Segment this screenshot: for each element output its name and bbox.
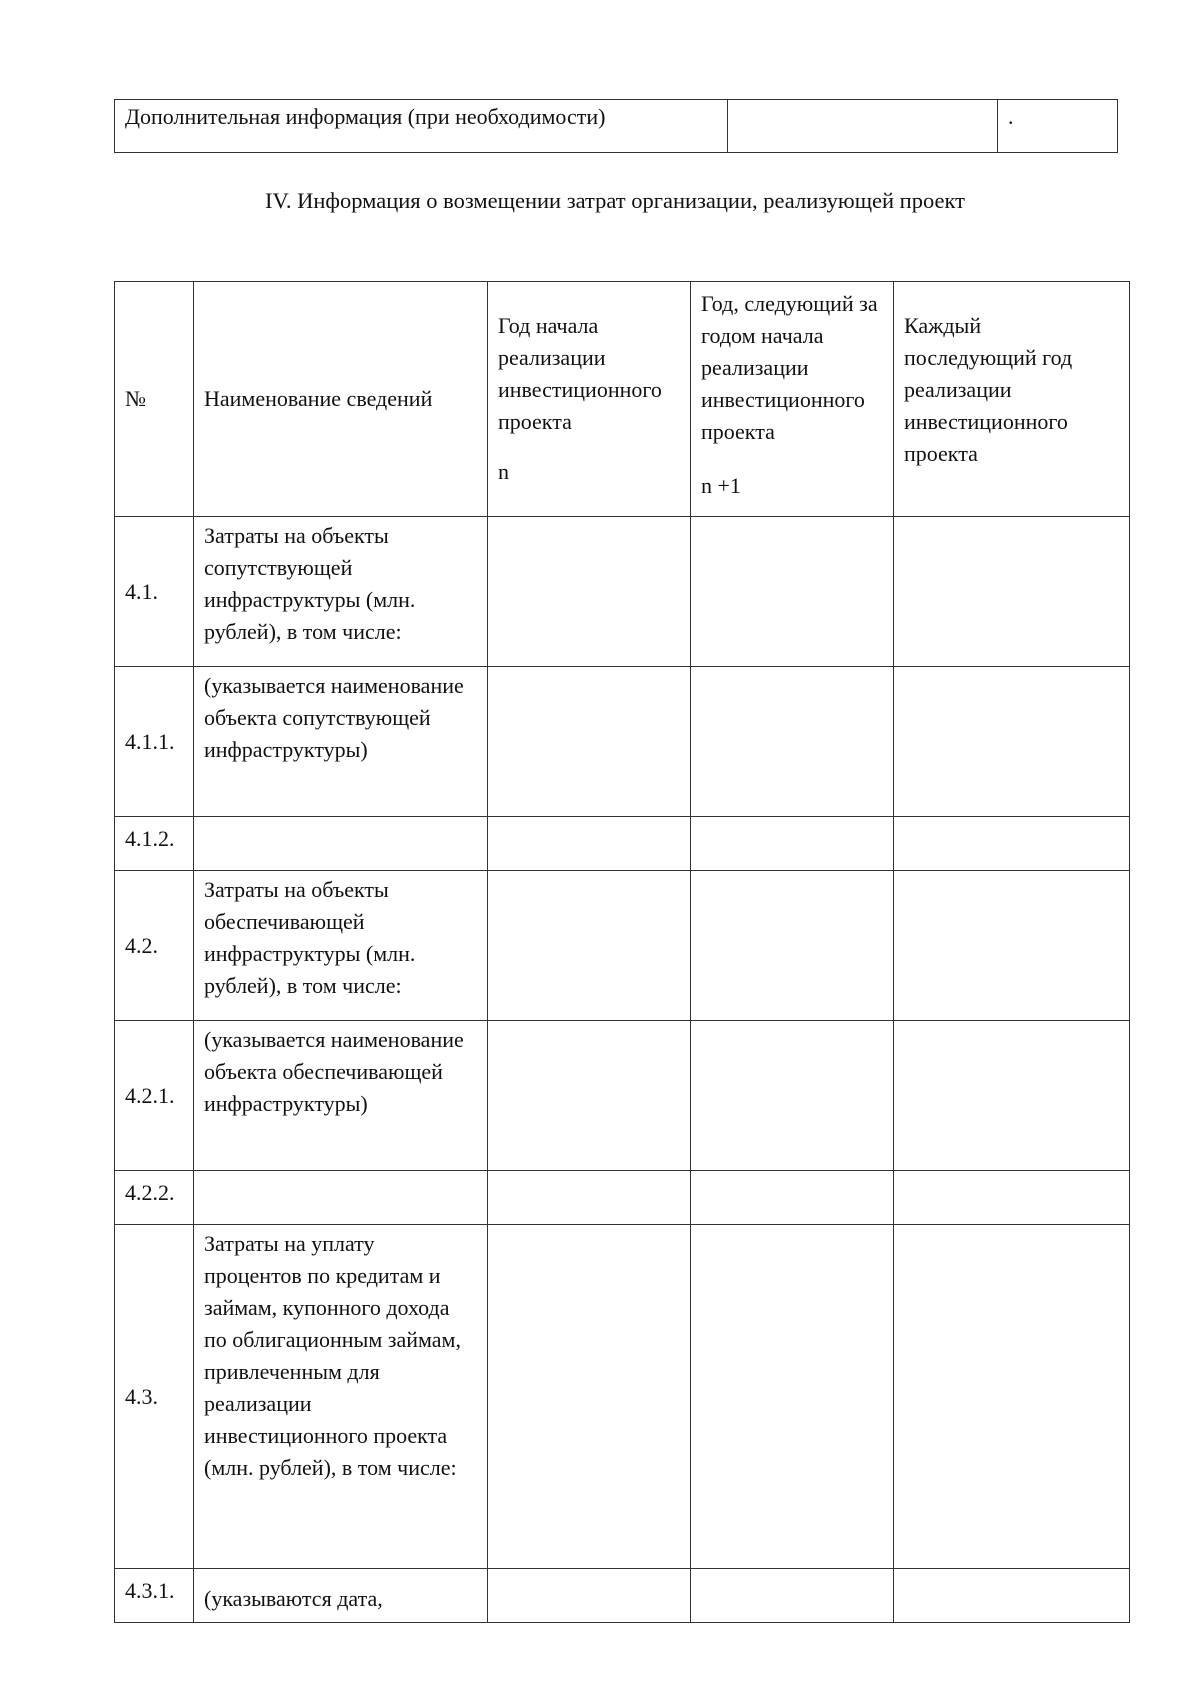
row-num: 4.1. xyxy=(115,517,194,667)
row-value-n xyxy=(488,871,691,1021)
table-row xyxy=(115,871,1130,1021)
row-value-next xyxy=(894,1171,1130,1225)
row-name xyxy=(194,817,488,871)
row-value-n1 xyxy=(691,1225,894,1569)
cost-reimbursement-table xyxy=(114,281,1130,1623)
row-name: Затраты на уплату процентов по кредитам и займам, купонного дохода по облигационным займам, привлеченным для реализации инвестиционного проекта (млн. рублей), в том числе: xyxy=(194,1225,488,1569)
row-value-next xyxy=(894,817,1130,871)
row-name: Затраты на объекты обеспечивающей инфраструктуры (млн. рублей), в том числе: xyxy=(194,871,488,1021)
row-num: 4.1.2. xyxy=(115,817,194,871)
table-row xyxy=(115,1171,1130,1225)
additional-info-label: Дополнительная информация (при необходимости) xyxy=(115,100,728,153)
table-row xyxy=(115,667,1130,817)
table-row xyxy=(115,817,1130,871)
table-header-row xyxy=(115,282,1130,517)
table-row xyxy=(115,1225,1130,1569)
row-value-next xyxy=(894,871,1130,1021)
header-year-n xyxy=(488,282,691,517)
row-value-next xyxy=(894,1569,1130,1623)
row-value-n xyxy=(488,667,691,817)
row-name: (указывается наименование объекта сопутствующей инфраструктуры) xyxy=(194,667,488,817)
header-year-n1 xyxy=(691,282,894,517)
row-value-n1 xyxy=(691,871,894,1021)
header-year-n-label: Год начала реализации инвестиционного проекта xyxy=(498,313,662,434)
table-row xyxy=(115,1021,1130,1171)
header-year-n1-marker: n +1 xyxy=(701,473,741,498)
header-each-next-year: Каждый последующий год реализации инвестиционного проекта xyxy=(894,282,1130,517)
row-num: 4.3. xyxy=(115,1225,194,1569)
header-year-n-marker: n xyxy=(498,459,509,484)
row-num: 4.1.1. xyxy=(115,667,194,817)
row-value-next xyxy=(894,1021,1130,1171)
row-value-n1 xyxy=(691,1021,894,1171)
row-value-n xyxy=(488,1569,691,1623)
row-value-n1 xyxy=(691,1171,894,1225)
row-value-n xyxy=(488,1225,691,1569)
row-value-n1 xyxy=(691,517,894,667)
row-value-n1 xyxy=(691,817,894,871)
row-value-next xyxy=(894,667,1130,817)
row-name: (указываются дата, xyxy=(194,1569,488,1623)
header-year-n1-label: Год, следующий за годом начала реализации инвестиционного проекта xyxy=(701,291,878,444)
row-num: 4.2.1. xyxy=(115,1021,194,1171)
additional-info-value xyxy=(728,100,998,153)
row-value-n xyxy=(488,1171,691,1225)
row-num: 4.2.2. xyxy=(115,1171,194,1225)
table-row xyxy=(115,1569,1130,1623)
additional-info-table xyxy=(114,99,1118,153)
row-value-n1 xyxy=(691,667,894,817)
section-title: IV. Информация о возмещении затрат организации, реализующей проект xyxy=(265,188,965,213)
row-name xyxy=(194,1171,488,1225)
row-value-n xyxy=(488,1021,691,1171)
header-num: № xyxy=(115,282,194,517)
row-value-n xyxy=(488,817,691,871)
row-name: Затраты на объекты сопутствующей инфраструктуры (млн. рублей), в том числе: xyxy=(194,517,488,667)
row-value-next xyxy=(894,517,1130,667)
table-row xyxy=(115,517,1130,667)
row-num: 4.3.1. xyxy=(115,1569,194,1623)
additional-info-note: . xyxy=(998,100,1118,153)
row-value-n xyxy=(488,517,691,667)
row-value-next xyxy=(894,1225,1130,1569)
additional-info-row xyxy=(115,100,1118,153)
row-value-n1 xyxy=(691,1569,894,1623)
row-num: 4.2. xyxy=(115,871,194,1021)
row-name: (указывается наименование объекта обеспечивающей инфраструктуры) xyxy=(194,1021,488,1171)
header-name: Наименование сведений xyxy=(194,282,488,517)
